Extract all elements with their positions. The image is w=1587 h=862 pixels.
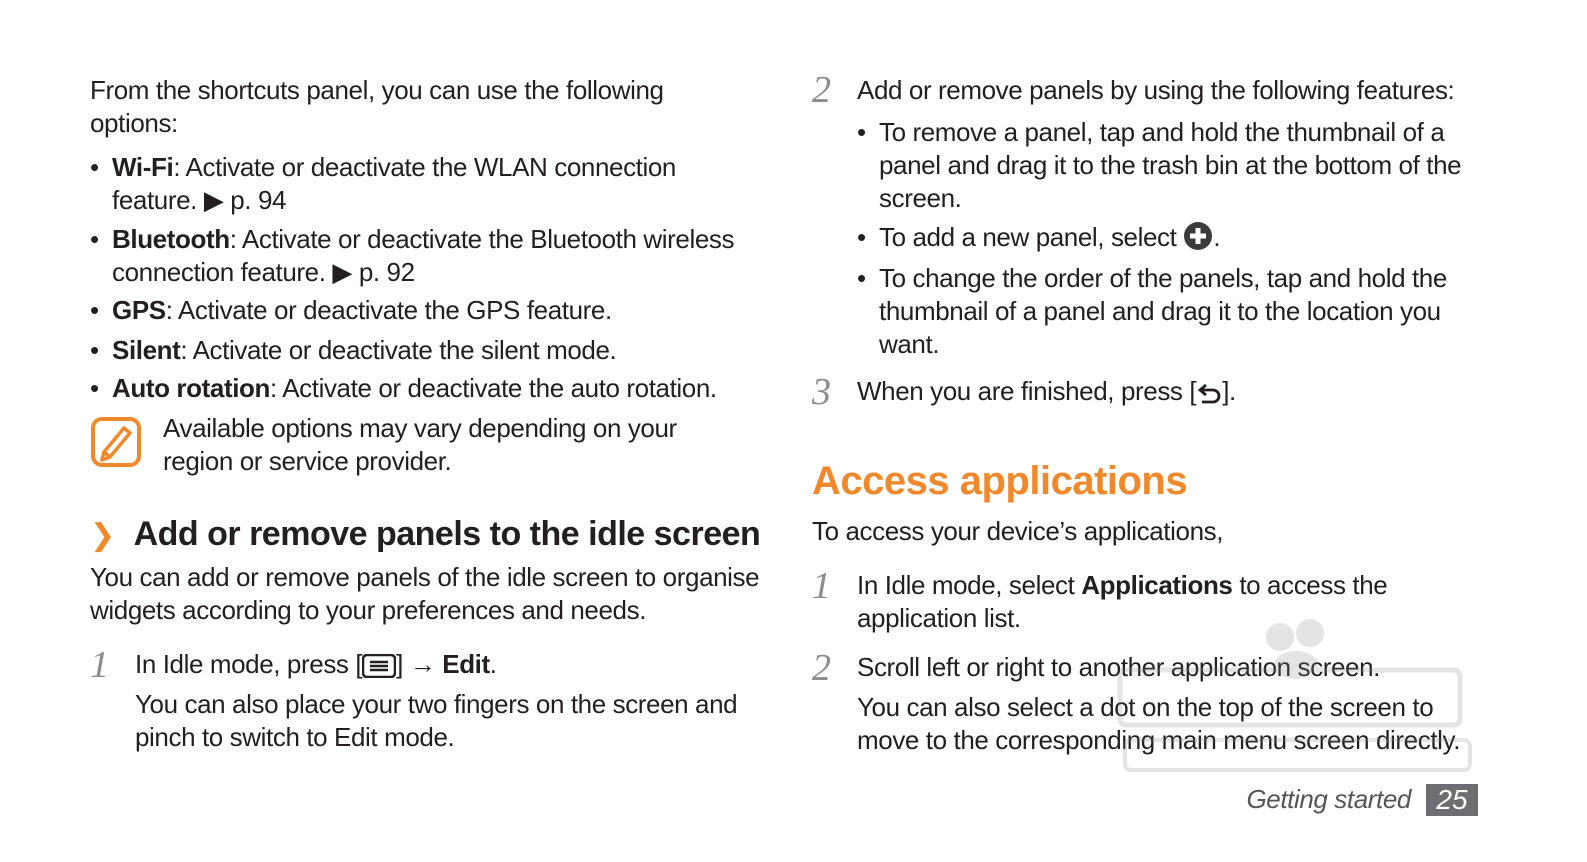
section-intro: You can add or remove panels of the idle screen to organise widgets according to your preferences and needs. [90,562,760,625]
step-number: 3 [812,371,831,413]
step-number: 1 [812,565,831,607]
option-text: : Activate or deactivate the GPS feature. [165,295,612,325]
list-item [857,262,1477,361]
step-subtext: You can also place your two fingers on the screen and pinch to switch to Edit mode. [135,689,738,752]
option-item-gps [90,294,750,327]
section-heading-text: Add or remove panels to the idle screen [133,515,761,553]
option-label: Silent [112,335,181,365]
access-intro: To access your device’s applications, [812,516,1224,546]
bullet-icon: • [90,152,99,182]
bullet-icon: • [857,117,866,147]
step-text [857,569,1417,635]
option-text: : Activate or deactivate the silent mode. [180,335,617,365]
bullet-icon: • [90,295,99,325]
list-item [857,221,1477,259]
option-item-silent [90,334,750,367]
menu-key-icon [362,653,396,686]
step-number: 1 [90,644,109,686]
step-text-post: ]. [1222,376,1236,406]
step-text-post: to access the application list. [857,570,1388,633]
access-applications-heading: Access applications [812,459,1188,503]
page-ref-link[interactable]: p. 94 [230,185,287,215]
page-number: 25 [1426,784,1478,816]
step-text-post: . [489,649,497,679]
step-number: 2 [812,69,831,111]
step-text-pre: In Idle mode, select [857,570,1082,600]
option-text: : Activate or deactivate the auto rotation. [270,373,717,403]
step-text-bold: Edit [442,649,490,679]
option-text: : Activate or deactivate the Bluetooth wireless connection feature. [112,224,735,287]
list-item-text: To add a new panel, select [879,222,1177,252]
section-heading [90,514,770,554]
bullet-icon: • [90,335,99,365]
list-item [857,116,1477,215]
option-item-bluetooth [90,223,750,289]
option-item-auto-rotation [90,372,762,405]
page-ref-link[interactable]: p. 92 [358,257,415,287]
step-text [857,375,1497,413]
add-panel-icon [1183,221,1213,259]
list-item-text: To remove a panel, tap and hold the thumbnail of a panel and drag it to the trash bin at the bottom of the screen. [879,117,1462,213]
note-text: Available options may vary depending on your region or service provider. [163,413,677,476]
bullet-icon: • [90,373,99,403]
shortcuts-intro: From the shortcuts panel, you can use the following options: [90,75,664,138]
option-item-wifi [90,151,750,217]
step-text-pre: In Idle mode, press [ [135,649,363,679]
step-number: 2 [812,647,831,689]
footer-section-title: Getting started [1246,784,1411,814]
option-label: Auto rotation [112,373,270,403]
step-subtext: You can also select a dot on the top of the screen to move to the corresponding main menu screen directly. [857,692,1461,755]
option-label: Wi-Fi [112,152,174,182]
step-text [135,648,765,686]
bullet-icon: • [857,263,866,293]
note-icon [90,416,142,473]
page-ref-arrow-icon: ▶ [332,257,352,287]
bullet-icon: • [90,224,99,254]
option-label: GPS [112,295,166,325]
chevron-right-icon: ❯ [90,519,116,552]
option-text: : Activate or deactivate the WLAN connection feature. [112,152,676,215]
period: . [1213,222,1221,252]
step-text: Add or remove panels by using the following features: [857,75,1455,105]
step-text-pre: When you are finished, press [ [857,376,1197,406]
bullet-icon: • [857,222,866,252]
step-text-bold: Applications [1081,570,1233,600]
step-text: Scroll left or right to another application screen. [857,652,1380,682]
list-item-text: To change the order of the panels, tap and hold the thumbnail of a panel and drag it to the location you want. [879,263,1447,359]
step-text-mid: ] → [396,649,443,679]
page-ref-arrow-icon: ▶ [203,185,224,215]
option-label: Bluetooth [112,224,230,254]
back-key-icon [1196,380,1222,413]
